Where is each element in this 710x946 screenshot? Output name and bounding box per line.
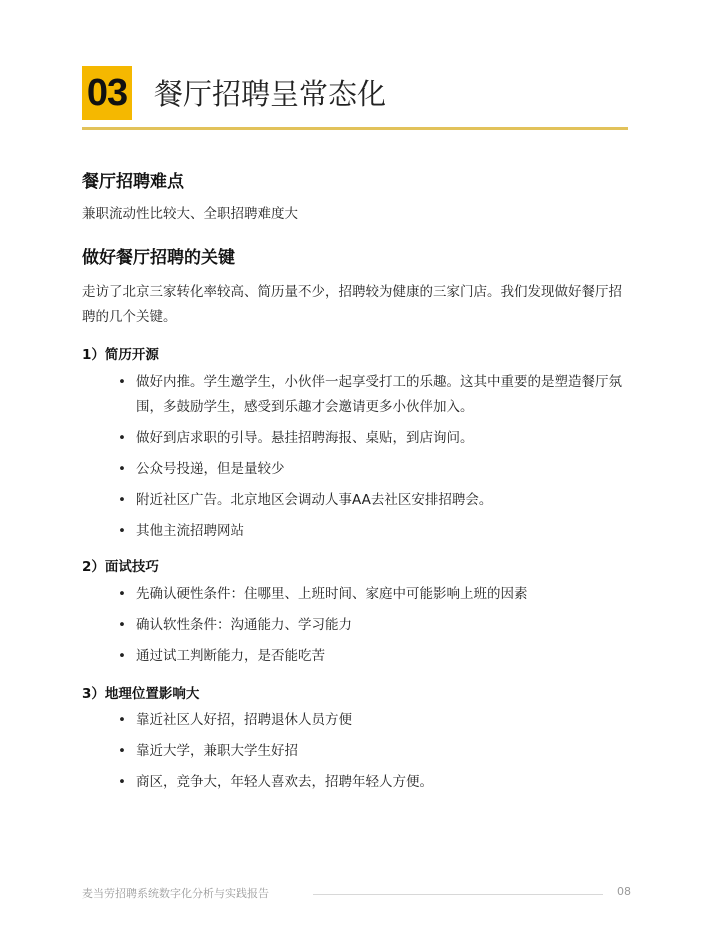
bullet-list: [118, 582, 638, 675]
section-title: 餐厅招聘呈常态化: [154, 77, 387, 111]
difficulties-text: 兼职流动性比较大、全职招聘难度大: [82, 206, 298, 222]
heading-difficulties: 餐厅招聘难点: [82, 172, 184, 192]
bullet-icon: •: [118, 743, 126, 759]
heading-keys: 做好餐厅招聘的关键: [82, 248, 235, 268]
list-item: • 先确认硬性条件：住哪里、上班时间、家庭中可能影响上班的因素: [118, 582, 638, 607]
list-item: • 确认软性条件：沟通能力、学习能力: [118, 613, 638, 638]
header-divider: [82, 127, 628, 130]
section-number-badge: 03: [82, 66, 132, 120]
list-item: • 公众号投递，但是量较少: [118, 457, 638, 482]
bullet-icon: •: [118, 461, 126, 477]
list-item: • 附近社区广告。北京地区会调动人事AA去社区安排招聘会。: [118, 488, 638, 513]
bullet-icon: •: [118, 586, 126, 602]
group-title: 1）简历开源: [82, 347, 159, 363]
section-header: [82, 66, 628, 132]
bullet-icon: •: [118, 492, 126, 508]
bullet-list: [118, 708, 638, 801]
keys-intro: 走访了北京三家转化率较高、简历量不少，招聘较为健康的三家门店。我们发现做好餐厅招聘的几个关键。: [82, 284, 622, 325]
list-item: • 其他主流招聘网站: [118, 519, 638, 544]
bullet-icon: •: [118, 617, 126, 633]
footer-report-title: 麦当劳招聘系统数字化分析与实践报告: [82, 887, 269, 900]
page-number: 08: [617, 885, 631, 898]
bullet-icon: •: [118, 430, 126, 446]
list-item: • 做好到店求职的引导。悬挂招聘海报、桌贴，到店询问。: [118, 426, 638, 451]
list-item: • 商区，竞争大，年轻人喜欢去，招聘年轻人方便。: [118, 770, 638, 795]
bullet-icon: •: [118, 712, 126, 728]
group-title: 2）面试技巧: [82, 559, 159, 575]
bullet-list: [118, 370, 638, 550]
bullet-icon: •: [118, 374, 126, 390]
list-item: • 靠近社区人好招，招聘退休人员方便: [118, 708, 638, 733]
footer-divider: [313, 894, 603, 895]
list-item: • 做好内推。学生邀学生，小伙伴一起享受打工的乐趣。这其中重要的是塑造餐厅氛围，多鼓励学生，感受到乐趣才会邀请更多小伙伴加入。: [118, 370, 638, 420]
bullet-icon: •: [118, 774, 126, 790]
group-title: 3）地理位置影响大: [82, 686, 200, 702]
bullet-icon: •: [118, 523, 126, 539]
bullet-icon: •: [118, 648, 126, 664]
list-item: • 靠近大学，兼职大学生好招: [118, 739, 638, 764]
list-item: • 通过试工判断能力，是否能吃苦: [118, 644, 638, 669]
